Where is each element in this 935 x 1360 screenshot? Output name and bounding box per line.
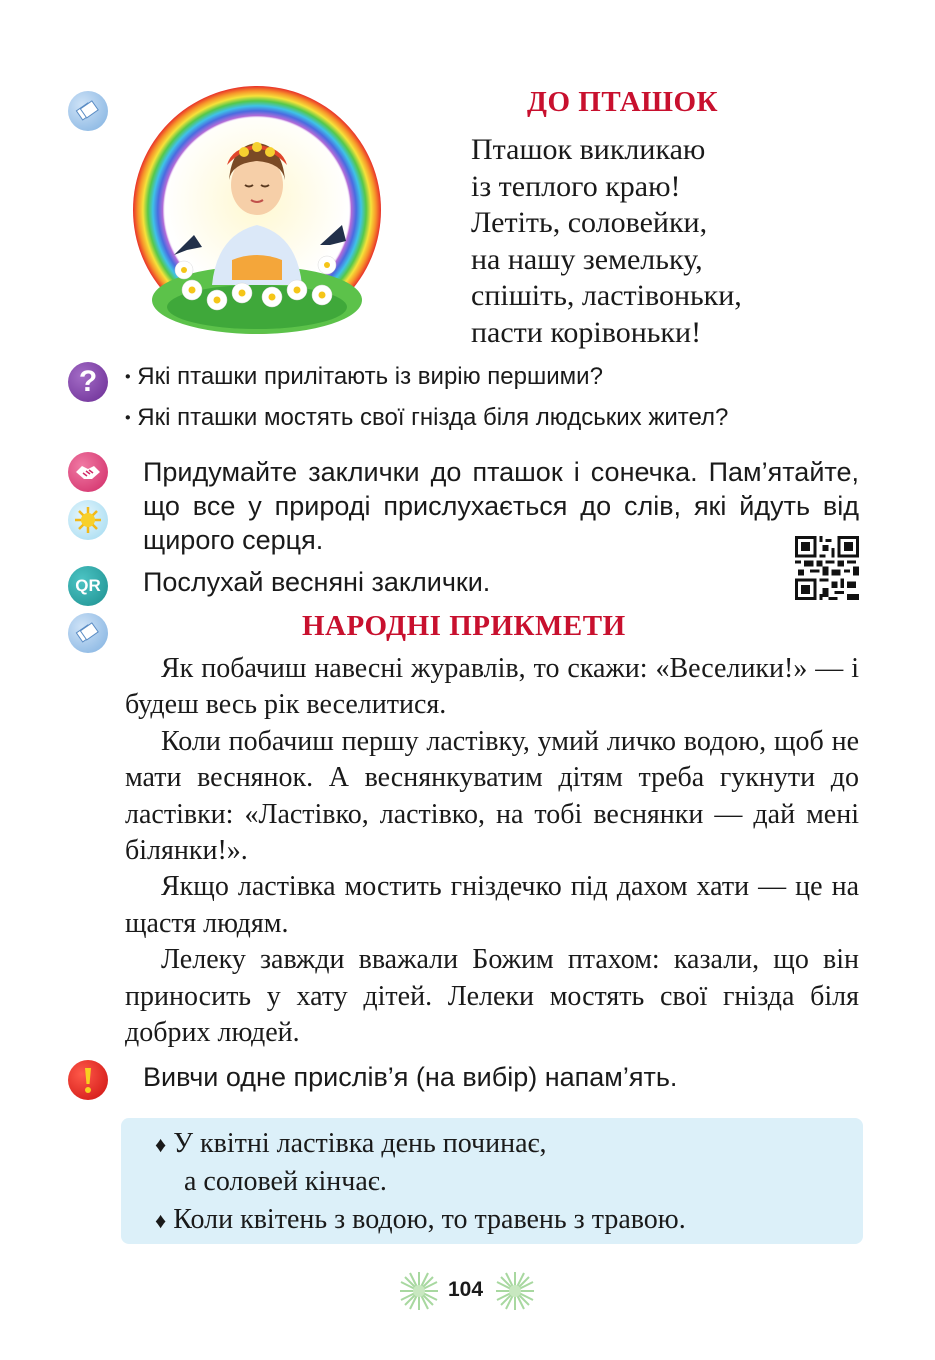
paragraph: Якщо ластівка мостить гніздечко під дахом хати — це на щастя людям. [125,871,859,939]
poem-line: Пташок викликаю [471,133,706,166]
qr-icon [68,566,108,606]
handshake-icon [68,452,108,492]
question-icon: ? [68,362,108,402]
exclamation-icon [68,1060,108,1100]
paragraph: Лелеку завжди вважали Божим птахом: казали, що він приносить у хату дітей. Лелеки мостять свої гнізда біля добрих людей. [125,944,859,1049]
question-item [125,363,603,391]
poem-title: ДО ПТАШОК [527,86,719,118]
poem-line: Летіть, соловейки, [471,206,708,239]
bullet-diamond: ♦ [155,1208,167,1233]
poem-line: пасти корівоньки! [471,315,702,349]
proverb [155,1202,686,1239]
poem [471,132,742,351]
sun-icon [68,500,108,540]
book-icon [68,91,108,131]
proverb-continuation: а соловей кінчає. [184,1166,387,1197]
poem-line: спішіть, ластівоньки, [471,279,742,312]
proverb-text: Коли квітень з водою, то травень з травою. [173,1204,686,1235]
qr-text: Послухай весняні заклички. [143,567,491,597]
proverbs-box [121,1118,863,1244]
qr-code[interactable] [795,536,859,600]
page-number: 104 [448,1278,484,1301]
qr-icon-label: QR [75,576,101,595]
task-text: Придумайте заклички до пташок і сонечка. Пам’ятайте, що все у природі прислухається до слів, які йдуть від щирого серця. [143,457,859,555]
bullet-diamond: ♦ [155,1132,167,1157]
proverb-text: У квітні ластівка день починає, [173,1128,547,1159]
ornament-right [494,1270,536,1312]
bullet: • [125,368,131,386]
question-text: Які пташки мостять свої гнізда біля людських жител? [137,404,729,431]
paragraph: Як побачиш навесні журавлів, то скажи: «Веселики!» — і будеш весь рік веселитися. [125,653,859,721]
illustration-rainbow-girl [132,85,382,335]
bullet: • [125,409,131,427]
proverb [155,1126,547,1163]
poem-line: із теплого краю! [471,169,681,203]
paragraph: Коли побачиш першу ластівку, умий личко водою, щоб не мати веснянок. А веснянкуватим дітям треба гукнути до ластівки: «Ластівко, ластівко, на тобі веснянки — дай мені білянки!». [125,725,859,867]
section-title: НАРОДНІ ПРИКМЕТИ [302,610,626,642]
signs-text [125,651,859,1051]
question-item [125,404,728,432]
memorize-task: Вивчи одне прислів’я (на вибір) напам’ять. [143,1062,678,1092]
question-text: Які пташки прилітають із вирію першими? [137,363,603,390]
ornament-left [398,1270,440,1312]
poem-line: на нашу земельку, [471,242,703,276]
book-icon [68,613,108,653]
